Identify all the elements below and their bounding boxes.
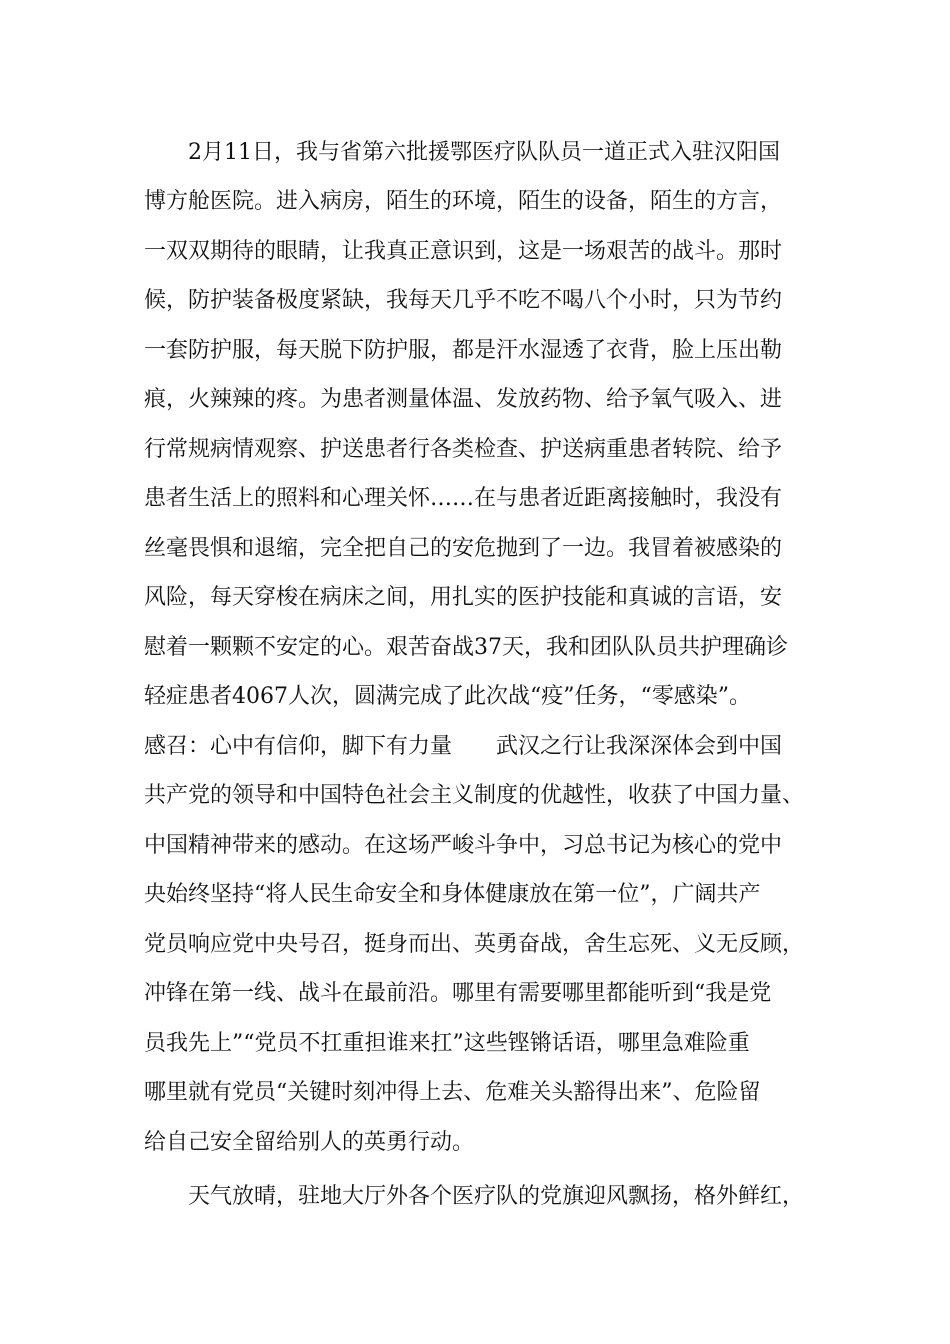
paragraph-line-19: 员我先上”“党员不扛重担谁来扛”这些铿锵话语，哪里急难险重 — [144, 1031, 750, 1056]
paragraph-line-2: 博方舱医院。进入病房，陌生的环境，陌生的设备，陌生的方言， — [144, 189, 783, 214]
paragraph-line-20: 哪里就有党员“关键时刻冲得上去、危难关头豁得出来”、危险留 — [144, 1080, 761, 1105]
paragraph-line-9: 丝毫畏惧和退缩，完全把自己的安危抛到了一边。我冒着被感染的 — [144, 536, 783, 561]
paragraph-line-13: 感召：心中有信仰，脚下有力量 武汉之行让我深深体会到中国 — [144, 734, 783, 759]
paragraph-line-6: 痕，火辣辣的疼。为患者测量体温、发放药物、给予氧气吸入、进 — [144, 387, 783, 412]
paragraph-line-18: 冲锋在第一线、战斗在最前沿。哪里有需要哪里都能听到“我是党 — [144, 981, 772, 1006]
paragraph-line-5: 一套防护服，每天脱下防护服，都是汗水湿透了衣背，脸上压出勒 — [144, 338, 783, 363]
paragraph-line-17: 党员响应党中央号召，挺身而出、英勇奋战，舍生忘死、义无反顾， — [144, 932, 805, 957]
paragraph-line-8: 患者生活上的照料和心理关怀……在与患者近距离接触时，我没有 — [144, 486, 783, 511]
paragraph-line-12: 轻症患者4067人次，圆满完成了此次战“疫”任务，“零感染”。 — [144, 684, 751, 709]
paragraph-line-11: 慰着一颗颗不安定的心。艰苦奋战37天，我和团队队员共护理确诊 — [144, 635, 788, 660]
paragraph-line-15: 中国精神带来的感动。在这场严峻斗争中，习总书记为核心的党中 — [144, 833, 783, 858]
paragraph-line-14: 共产党的领导和中国特色社会主义制度的优越性，收获了中国力量、 — [144, 783, 805, 808]
paragraph-line-4: 候，防护装备极度紧缺，我每天几乎不吃不喝八个小时，只为节约 — [144, 288, 783, 313]
paragraph-line-1: 2月11日，我与省第六批援鄂医疗队队员一道正式入驻汉阳国 — [188, 140, 780, 165]
paragraph-line-10: 风险，每天穿梭在病床之间，用扎实的医护技能和真诚的言语，安 — [144, 585, 783, 610]
paragraph-line-3: 一双双期待的眼睛，让我真正意识到，这是一场艰苦的战斗。那时 — [144, 239, 783, 264]
paragraph-line-21: 给自己安全留给别人的英勇行动。 — [144, 1130, 475, 1155]
paragraph-line-16: 央始终坚持“将人民生命安全和身体健康放在第一位”，广阔共产 — [144, 882, 761, 907]
paragraph-line-7: 行常规病情观察、护送患者行各类检查、护送病重患者转院、给予 — [144, 437, 783, 462]
paragraph-line-22: 天气放晴，驻地大厅外各个医疗队的党旗迎风飘扬，格外鲜红， — [188, 1184, 805, 1209]
